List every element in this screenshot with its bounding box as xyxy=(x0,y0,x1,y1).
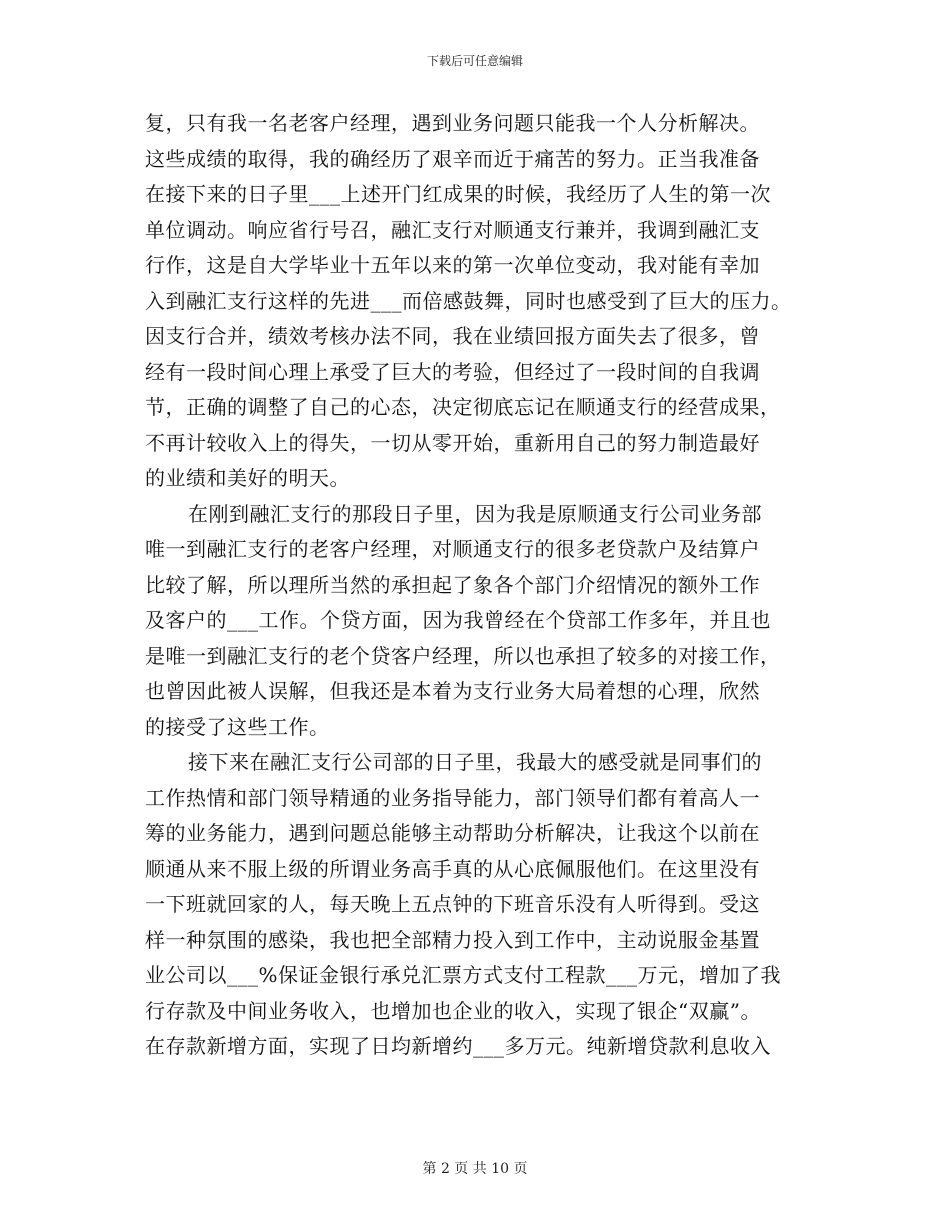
body-text-line: 不再计较收入上的得失，一切从零开始，重新用自己的努力制造最好 xyxy=(145,430,760,455)
body-text-line: 在刚到融汇支行的那段日子里，因为我是原顺通支行公司业务部 xyxy=(188,501,762,526)
body-text-line: 行存款及中间业务收入，也增加也企业的收入，实现了银企“双赢”。 xyxy=(145,998,761,1023)
page-header: 下载后可任意编辑 xyxy=(426,54,523,68)
body-text-line: 比较了解，所以理所当然的承担起了象各个部门介绍情况的额外工作 xyxy=(145,572,760,597)
body-text-line: 单位调动。响应省行号召，融汇支行对顺通支行兼并，我调到融汇支 xyxy=(145,217,760,242)
page-footer: 第 2 页 共 10 页 xyxy=(422,1161,528,1177)
document-body xyxy=(145,106,825,1065)
body-text-line: 这些成绩的取得，我的确经历了艰辛而近于痛苦的努力。正当我准备 xyxy=(145,146,760,171)
body-text-line: 顺通从来不服上级的所谓业务高手真的从心底佩服他们。在这里没有 xyxy=(145,856,760,881)
body-text-line: 在接下来的日子里___上述开门红成果的时候，我经历了人生的第一次 xyxy=(145,182,771,206)
body-text-line: 的业绩和美好的明天。 xyxy=(145,466,350,490)
body-text-line: 行作，这是自大学毕业十五年以来的第一次单位变动，我对能有幸加 xyxy=(145,253,760,277)
body-text-line: 及客户的___工作。个贷方面，因为我曾经在个贷部工作多年，并且也 xyxy=(145,608,771,632)
body-text-line: 也曾因此被人误解，但我还是本着为支行业务大局着想的心理，欣然 xyxy=(145,679,760,703)
body-text-line: 业公司以___%保证金银行承兑汇票方式支付工程款___万元，增加了我 xyxy=(145,963,782,987)
body-text-line: 的接受了这些工作。 xyxy=(145,714,330,739)
body-text-line: 接下来在融汇支行公司部的日子里，我最大的感受就是同事们的 xyxy=(188,750,762,774)
body-text-line: 样一种氛围的感染，我也把全部精力投入到工作中，主动说服金基置 xyxy=(145,927,760,952)
body-text-line: 工作热情和部门领导精通的业务指导能力，部门领导们都有着高人一 xyxy=(145,785,760,810)
body-text-line: 筹的业务能力，遇到问题总能够主动帮助分析解决，让我这个以前在 xyxy=(145,821,760,845)
body-text-line: 在存款新增方面，实现了日均新增约___多万元。纯新增贷款利息收入 xyxy=(145,1034,771,1058)
body-text-line: 节，正确的调整了自己的心态，决定彻底忘记在顺通支行的经营成果， xyxy=(145,395,781,419)
body-text-line: 因支行合并，绩效考核办法不同，我在业绩回报方面失去了很多，曾 xyxy=(145,324,760,348)
body-text-line: 经有一段时间心理上承受了巨大的考验，但经过了一段时间的自我调 xyxy=(145,359,760,384)
body-text-line: 是唯一到融汇支行的老个贷客户经理，所以也承担了较多的对接工作， xyxy=(145,643,781,668)
body-text-line: 入到融汇支行这样的先进___而倍感鼓舞，同时也感受到了巨大的压力。 xyxy=(145,288,792,313)
body-text-line: 唯一到融汇支行的老客户经理，对顺通支行的很多老贷款户及结算户 xyxy=(145,537,760,561)
body-text-line: 复，只有我一名老客户经理，遇到业务问题只能我一个人分析解决。 xyxy=(145,111,760,135)
body-text-line: 一下班就回家的人，每天晚上五点钟的下班音乐没有人听得到。受这 xyxy=(145,892,760,916)
